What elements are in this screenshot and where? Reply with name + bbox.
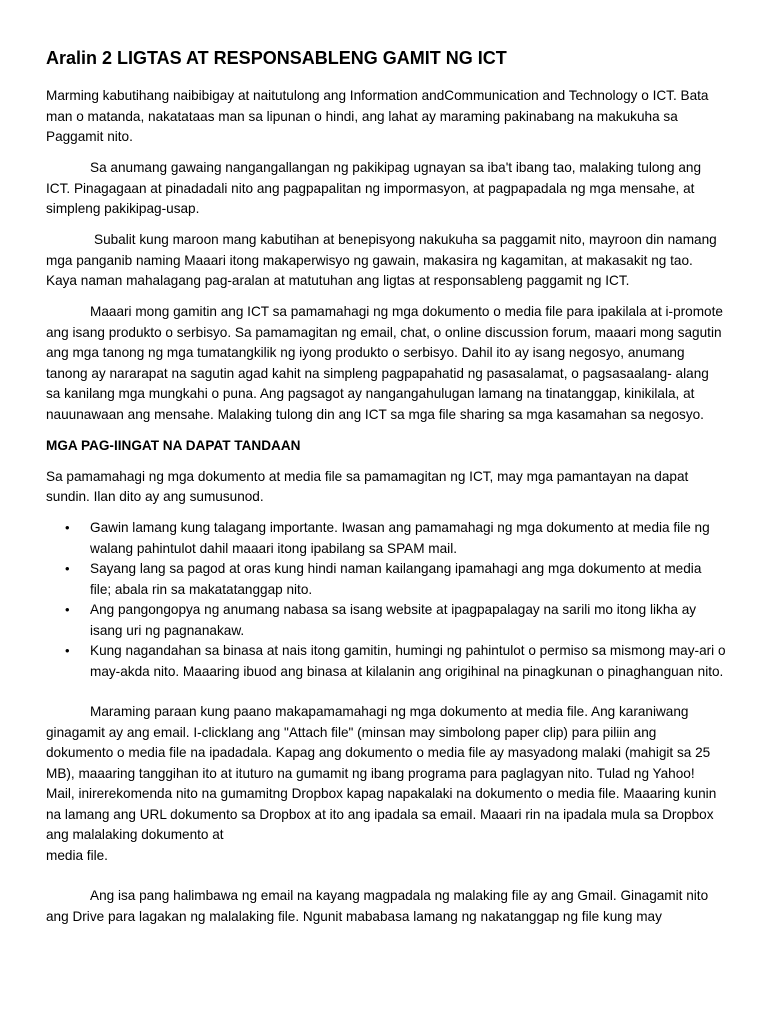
- spacer: [46, 876, 726, 886]
- list-item-text: Kung nagandahan sa binasa at nais itong gamitin, humingi ng pahintulot o permiso sa mismong may-ari o may-akda nito. Maaaring ibuod ang binasa at kilalanin ang origihinal na pinagkunan o pinaghanguan nito.: [90, 643, 726, 679]
- list-item: [65, 559, 726, 600]
- lesson-title: Aralin 2 LIGTAS AT RESPONSABLENG GAMIT NG ICT: [46, 48, 507, 68]
- bullet-icon: •: [65, 520, 70, 535]
- intro-paragraph: Marming kabutihang naibibigay at naitutulong ang Information andCommunication and Technology o ICT. Bata man o matanda, nakatataas man sa lipunan o hindi, ang lahat ay maraming pakinabang na makukuha sa Paggamit nito.: [46, 88, 709, 144]
- list-item-text: Sayang lang sa pagod at oras kung hindi naman kailangang ipamahagi ang mga dokumento at media file; abala rin sa makatatanggap nito.: [90, 561, 702, 597]
- bullet-icon: •: [65, 602, 70, 617]
- paragraph-ict-business: Maaari mong gamitin ang ICT sa pamamahagi ng mga dokumento o media file para ipakilala at i-promote ang isang produkto o serbisyo. Sa pamamagitan ng email, chat, o online discussion forum, maaari mong sagutin ang mga tanong ng mga tumatangkilik ng iyong produkto o serbisyo. Dahil ito ay isang negosyo, anumang tanong ay nararapat na sagutin agad kahit na simpleng pagpapahatid ng pasasalamat, o pagsasaalang- alang sa kanilang mga mungkahi o puna. Ang pagsagot ay nangangahulugan lamang na tinatanggap, kinikilala, at nauunawaan ang mensahe. Malaking tulong din ang ICT sa mga file sharing sa mga kasamahan sa negosyo.: [46, 304, 723, 422]
- bullet-icon: •: [65, 643, 70, 658]
- document-page: [46, 46, 726, 938]
- list-item-text: Ang pangongopya ng anumang nabasa sa isang website at ipagpapalagay na sarili mo itong likha ay isang uri ng pagnanakaw.: [90, 602, 697, 638]
- paragraph-ict-communication: Sa anumang gawaing nangangallangan ng pakikipag ugnayan sa iba't ibang tao, malaking tulong ang ICT. Pinagagaan at pinadadali nito ang pagpapalitan ng impormasyon, at pagpapadala ng mga mensahe, at simpleng pakikipag-usap.: [46, 160, 702, 216]
- paragraph-gmail: Ang isa pang halimbawa ng email na kayang magpadala ng malaking file ay ang Gmail. Ginagamit nito ang Drive para lagakan ng malalaking file. Ngunit mababasa lamang ng nakatanggap ng file kung may: [46, 888, 709, 924]
- list-item-text: Gawin lamang kung talagang importante. Iwasan ang pamamahagi ng mga dokumento at media file ng walang pahintulot dahil maaari itong ipabilang sa SPAM mail.: [90, 520, 710, 556]
- email-sharing-text: Maraming paraan kung paano makapamamahagi ng mga dokumento at media file. Ang karaniwang ginagamit ay ang email. I-clicklang ang "Attach file" (minsan may simbolong paper clip) para piliin ang dokumento o media file na ipadadala. Kapag ang dokumento o media file ay masyadong malaki (mahigit sa 25 MB), maaaring tanggihan ito at ituturo na gumamit ng ibang programa para paglagyan nito. Tulad ng Yahoo! Mail, inirerekomenda nito na gumamitng Dropbox kapag napakalaki na dokumento o media file. Maaaring kunin na lamang ang URL dokumento sa Dropbox at ito ang ipadala sa email. Maaari rin na ipadala mula sa Dropbox ang malalaking dokumento at: [46, 704, 717, 842]
- section-heading: MGA PAG-IINGAT NA DAPAT TANDAAN: [46, 437, 301, 453]
- section-intro: Sa pamamahagi ng mga dokumento at media file sa pamamagitan ng ICT, may mga pamantayan na dapat sundin. Ilan dito ay ang sumusunod.: [46, 468, 689, 504]
- list-item: [65, 600, 726, 641]
- bullet-icon: •: [65, 561, 70, 576]
- list-item: [65, 518, 726, 559]
- paragraph-ict-dangers: Subalit kung maroon mang kabutihan at benepisyong nakukuha sa paggamit nito, mayroon din namang mga panganib naming Maaari itong makaperwisyo ng gawain, makasira ng kagamitan, at makasakit ng tao. Kaya naman mahalagang pag-aralan at matutuhan ang ligtas at responsableng paggamit ng ICT.: [46, 232, 717, 288]
- email-sharing-text-end: media file.: [46, 847, 108, 863]
- precautions-list: [46, 518, 726, 682]
- list-item: [65, 641, 726, 682]
- paragraph-email-sharing: [46, 702, 726, 866]
